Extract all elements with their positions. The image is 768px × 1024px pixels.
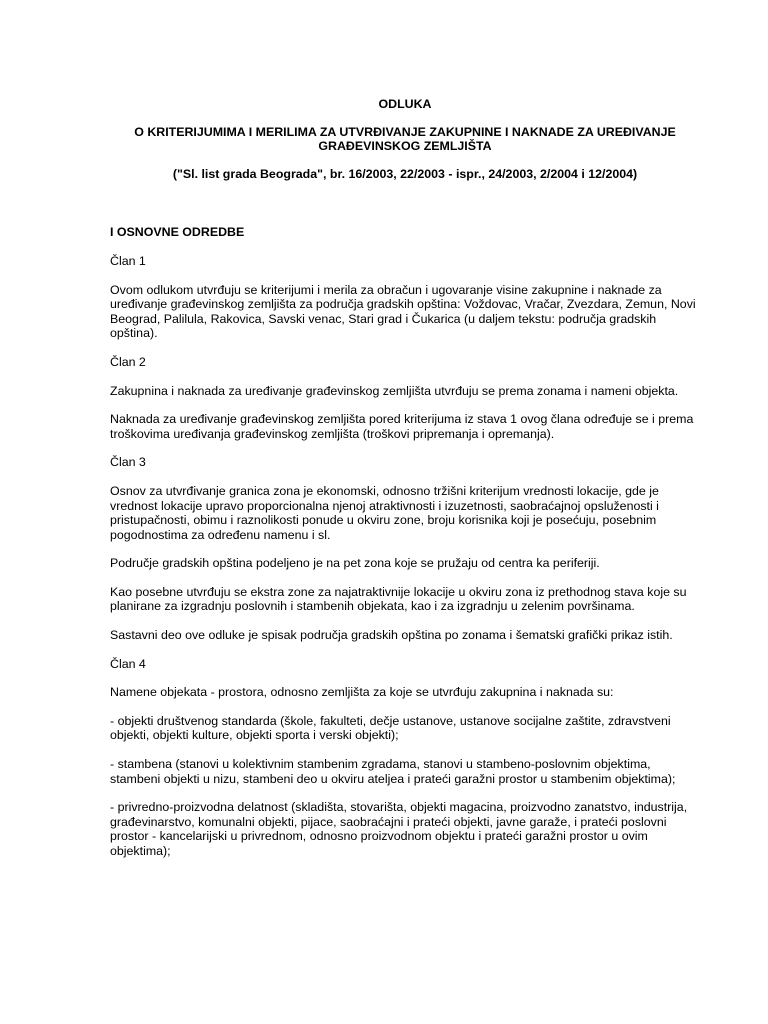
article-heading: Član 2 xyxy=(110,354,146,369)
document-body xyxy=(110,254,700,859)
article-heading: Član 3 xyxy=(110,455,146,470)
paragraph: Sastavni deo ove odluke je spisak područja gradskih opština po zonama i šematski grafički prikaz istih. xyxy=(110,628,673,643)
document-page xyxy=(110,97,700,873)
paragraph: - privredno-proizvodna delatnost (skladišta, stovarišta, objekti magacina, proizvodno zanatstvo, industrija, građevinarstvo, komunalni objekti, pijace, saobraćajni i prateći objekti, javne garaže, i prateći poslovni prostor - kancelarijski u privrednom, odnosno proizvodnom objektu i prateći garažni prostor u ovim objektima); xyxy=(110,800,688,858)
paragraph: - stambena (stanovi u kolektivnim stambenim zgradama, stanovi u stambeno-poslovnim objektima, stambeni objekti u nizu, stambeni deo u okviru ateljea i prateći garažni prostor u stambenim objektima); xyxy=(110,757,676,786)
paragraph: - objekti društvenog standarda (škole, fakulteti, dečje ustanove, ustanove socijalne zaštite, zdravstveni objekti, objekti kulture, objekti sporta i verski objekti); xyxy=(110,713,671,743)
section-heading: I OSNOVNE ODREDBE xyxy=(110,225,245,240)
article-heading: Član 4 xyxy=(110,656,146,671)
paragraph: Zakupnina i naknada za uređivanje građevinskog zemljišta utvrđuju se prema zonama i nameni objekta. xyxy=(110,383,679,398)
paragraph: Namene objekata - prostora, odnosno zemljišta za koje se utvrđuju zakupnina i naknada su: xyxy=(110,685,614,700)
paragraph: Osnov za utvrđivanje granica zona je ekonomski, odnosno tržišni kriterijum vrednosti lokacije, gde je vrednost lokacije upravo proporcionalna njenoj atraktivnosti i izuzetnosti, saobraćajnoj opsluženosti i pristupačnosti, obimu i raznolikosti ponude u okviru zone, broju korisnika koji je posećuju, posebnim pogodnostima za određenu namenu i sl. xyxy=(110,483,659,542)
paragraph: Ovom odlukom utvrđuju se kriterijumi i merila za obračun i ugovaranje visine zakupnine i naknade za uređivanje građevinskog zemljišta za područja gradskih opština: Voždovac, Vračar, Zvezdara, Zemun, Novi Beograd, Palilula, Rakovica, Savski venac, Stari grad i Čukarica (u daljem tekstu: područja gradskih opština). xyxy=(110,282,696,341)
document-subtitle: O KRITERIJUMIMA I MERILIMA ZA UTVRĐIVANJE ZAKUPNINE I NAKNADE ZA UREĐIVANJE GRAĐEVINSKOG ZEMLJIŠTA xyxy=(134,124,676,154)
document-title: ODLUKA xyxy=(378,97,432,111)
paragraph: Kao posebne utvrđuju se ekstra zone za najatraktivnije lokacije u okviru zona iz prethodnog stava koje su planirane za izgradnju poslovnih i stambenih objekata, kao i za izgradnju u zelenim površinama. xyxy=(110,584,687,614)
paragraph: Područje gradskih opština podeljeno je na pet zona koje se pružaju od centra ka periferiji. xyxy=(110,556,600,571)
document-source: ("Sl. list grada Beograda", br. 16/2003, 22/2003 - ispr., 24/2003, 2/2004 i 12/2004) xyxy=(172,166,638,181)
paragraph: Naknada za uređivanje građevinskog zemljišta pored kriterijuma iz stava 1 ovog člana određuje se i prema troškovima uređivanja građevinskog zemljišta (troškovi pripremanja i opremanja). xyxy=(110,412,694,441)
article-heading: Član 1 xyxy=(110,253,146,268)
